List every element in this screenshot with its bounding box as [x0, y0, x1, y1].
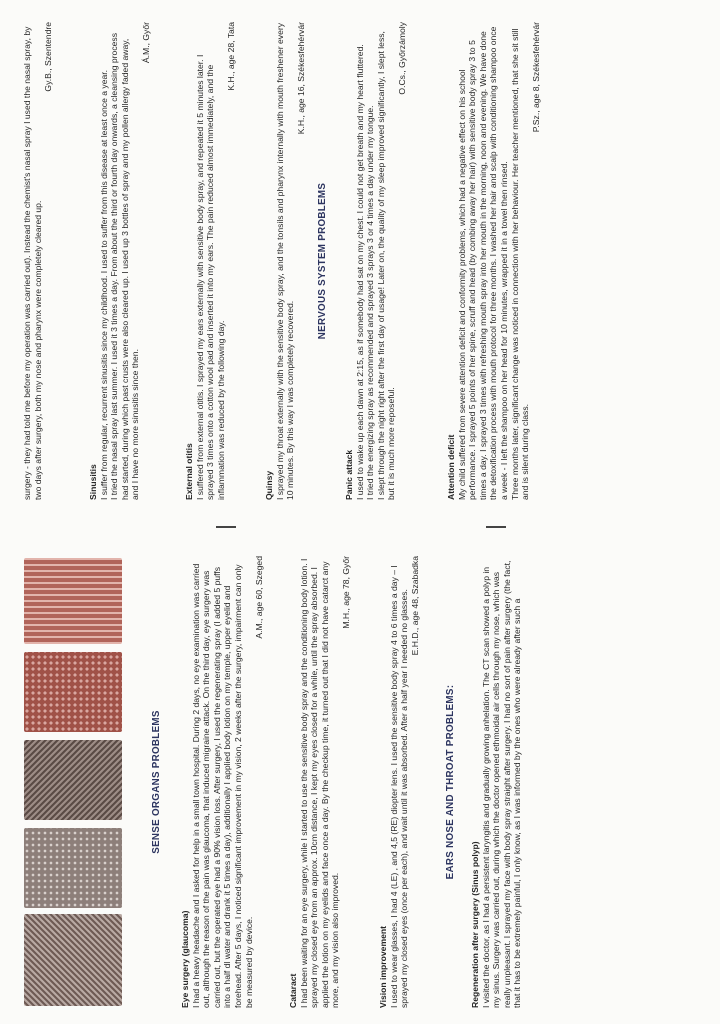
skin-photo — [24, 740, 122, 820]
skin-photo — [24, 914, 122, 1006]
entry-text: I sprayed my throat externally with the sensitive body spray, and the tonsils and pharynx internally with mouth freshener every 10 minutes. By this way I was completely recovered. — [274, 22, 296, 500]
skin-photo — [24, 828, 122, 908]
entry-vision-improvement — [376, 556, 420, 1008]
entry-text: I suffer from regular, recurrent sinusitis since my childhood. I used to suffer from this disease at least once a year. I tried the nasal spray last summer. I used it 3 times a day. From about the third or fourth day onwards, a cleansing process had started, during which past crusts were also cleared up. I used up 3 bottles of spray and my pollen allergy faded away, and I have no more sinusitis since then. — [98, 33, 141, 500]
entry-text: surgery - they had told me before my operation was carried out). Instead the chemist's nasal spray I used the nasal spray, by two days after surgery, both my nose and pharynx were completely cleared up. — [22, 26, 43, 500]
entry-text: I suffered from external otitis. I sprayed my ears externally with sensitive body spray, and repeated it 5 minutes later. I sprayed 3 times onto a cotton wool pad and inserted it into my ears. The pain reduced almost immediately, and the inflammation was reduced by the following day. — [194, 54, 226, 500]
entry-attention-deficit — [444, 22, 541, 500]
entry-signature: M.H., age 78, Győr — [340, 556, 351, 629]
entry-eye-surgery — [178, 556, 265, 1008]
photo-strip — [24, 556, 122, 1008]
entry-title: Vision improvement — [378, 926, 388, 1008]
entry-signature: K.H., age 28, Tata — [226, 22, 237, 91]
hand-photo — [24, 558, 122, 644]
entry-signature: K.H., age 16, Székesfehérvár — [295, 22, 306, 135]
entry-title: Attention deficit — [446, 434, 456, 500]
entry-text: I used to wear glasses, I had 4 (LE) , and 4,5 (RE) diopter lens. I used the sensitive body spray 4 to 6 times a day – I sprayed my closed eyes (once per each), and wait until it was absorbed. After a half year I needed no glasses. — [388, 565, 410, 1008]
entry-continuation — [22, 22, 54, 500]
sense-organs-section — [152, 556, 163, 1008]
entry-title: Regeneration after surgery (Sinus polyp) — [470, 841, 480, 1008]
section-heading: SENSE ORGANS PROBLEMS — [151, 710, 162, 854]
hand-photo — [24, 652, 122, 732]
entry-title: Cataract — [288, 973, 298, 1008]
entry-signature: A.M., age 60, Szeged — [254, 556, 265, 639]
entry-title: Panic attack — [344, 449, 354, 500]
entry-signature: O.Cs., Győrzámoly — [396, 22, 407, 95]
fold-mark — [486, 526, 506, 528]
entry-regeneration — [468, 556, 523, 1008]
entry-signature: Gy.B., Szentendre — [43, 22, 54, 92]
ent-section — [446, 556, 457, 1008]
entry-title: Quinsy — [264, 470, 274, 500]
entry-text: I had been waiting for an eye surgery, while I started to use the sensitive body spray and the conditioning body lotion. I sprayed my closed eye from an approx. 10cm distance, I kept my eyes closed for a while, until the spray absorbed. I applied the lotion on my eyelids and face once a day. By the checkup time, it turned out that I did not have catarct any more, and my vision also improved. — [298, 558, 341, 1008]
entry-text: I used to wake up each dawn at 2:15, as if somebody had sat on my chest. I could not get breath and my heart fluttered. I tried the energizing spray as recommended and sprayed 3 sprays 3 or 4 times a day under my tongue. I slept through the night right after the first day of usage! Later on, the quality of my sleep improved significantly, I slept less, but it is much more reposeful. — [354, 31, 397, 500]
entry-signature: P.Sz., age 8, Székesfehérvár — [530, 22, 541, 133]
section-heading: NERVOUS SYSTEM PROBLEMS — [317, 182, 328, 340]
entry-signature: Á.M., Győr — [140, 22, 151, 64]
entry-signature: E.H.D., age 48, Szabadka — [409, 556, 420, 656]
entry-text: I visited the doctor, as I had a persistent laryngitis and gradually growing anhelation. The CT scan showed a polyp in my sinus. Surgery was carried out, during which the doctor opened ethmoidal air cells through my nose, which was really unpleasant. I sprayed my face with body spray straight after surgery. I had no sort of pain after surgery (the fact, that it has to be extremely painful, I only know, as I was informed by the ones who were already after such a — [480, 560, 523, 1008]
entry-cataract — [286, 556, 352, 1008]
entry-title: Eye surgery (glaucoma) — [180, 910, 190, 1008]
nervous-section — [318, 22, 329, 500]
entry-quinsy — [262, 22, 306, 500]
entry-sinusitis — [86, 22, 152, 500]
entry-panic-attack — [342, 22, 408, 500]
section-heading: EARS NOSE AND THROAT PROBLEMS: — [445, 684, 456, 880]
entry-title: Sinusitis — [88, 464, 98, 500]
entry-text: I had a heavy headache and I asked for help in a small town hospital. During 2 days, no eye examination was carried out, although the reason of the pain was glaucoma, that induced migraine attack. On the third day, eye surgery was carried out, but the operated eye had a 90% vision loss. After surgery, I used the regenerating spray (I added 5 puffs into a half dl water and drank it 5 times a day), additionally I applied body lotion on my temple, upper eyelid and forehead. After 5 days, I noticed significant improvement in my vision, 2 weeks after the surgery, impairment can only be measured by device. — [190, 563, 254, 1008]
entry-title: External otitis — [184, 443, 194, 500]
entry-text: My child suffered from severe attention deficit and conformity problems, which had a negative effect on his school performance. I sprayed 5 points of her spine, scruff and head (by combing away her hair) with sensitive body spray 3 to 5 times a day. I sprayed 3 times with refreshing mouth spray into her mouth in the morning, noon and evening. We have done the detoxification process with mouth protocol for three months. I washed her hair and scalp with conditioning shampoo once a week - I left the shampoo on her head for 10 minutes, wrapped it in a towel then rinsed. Three months later, significant change was noticed in connection with her behaviour. Her teacher mentioned, that she sit still and is silent during class. — [456, 26, 531, 500]
left-column — [22, 556, 712, 1008]
fold-mark — [216, 526, 236, 528]
right-column — [22, 22, 712, 500]
entry-external-otitis — [182, 22, 237, 500]
